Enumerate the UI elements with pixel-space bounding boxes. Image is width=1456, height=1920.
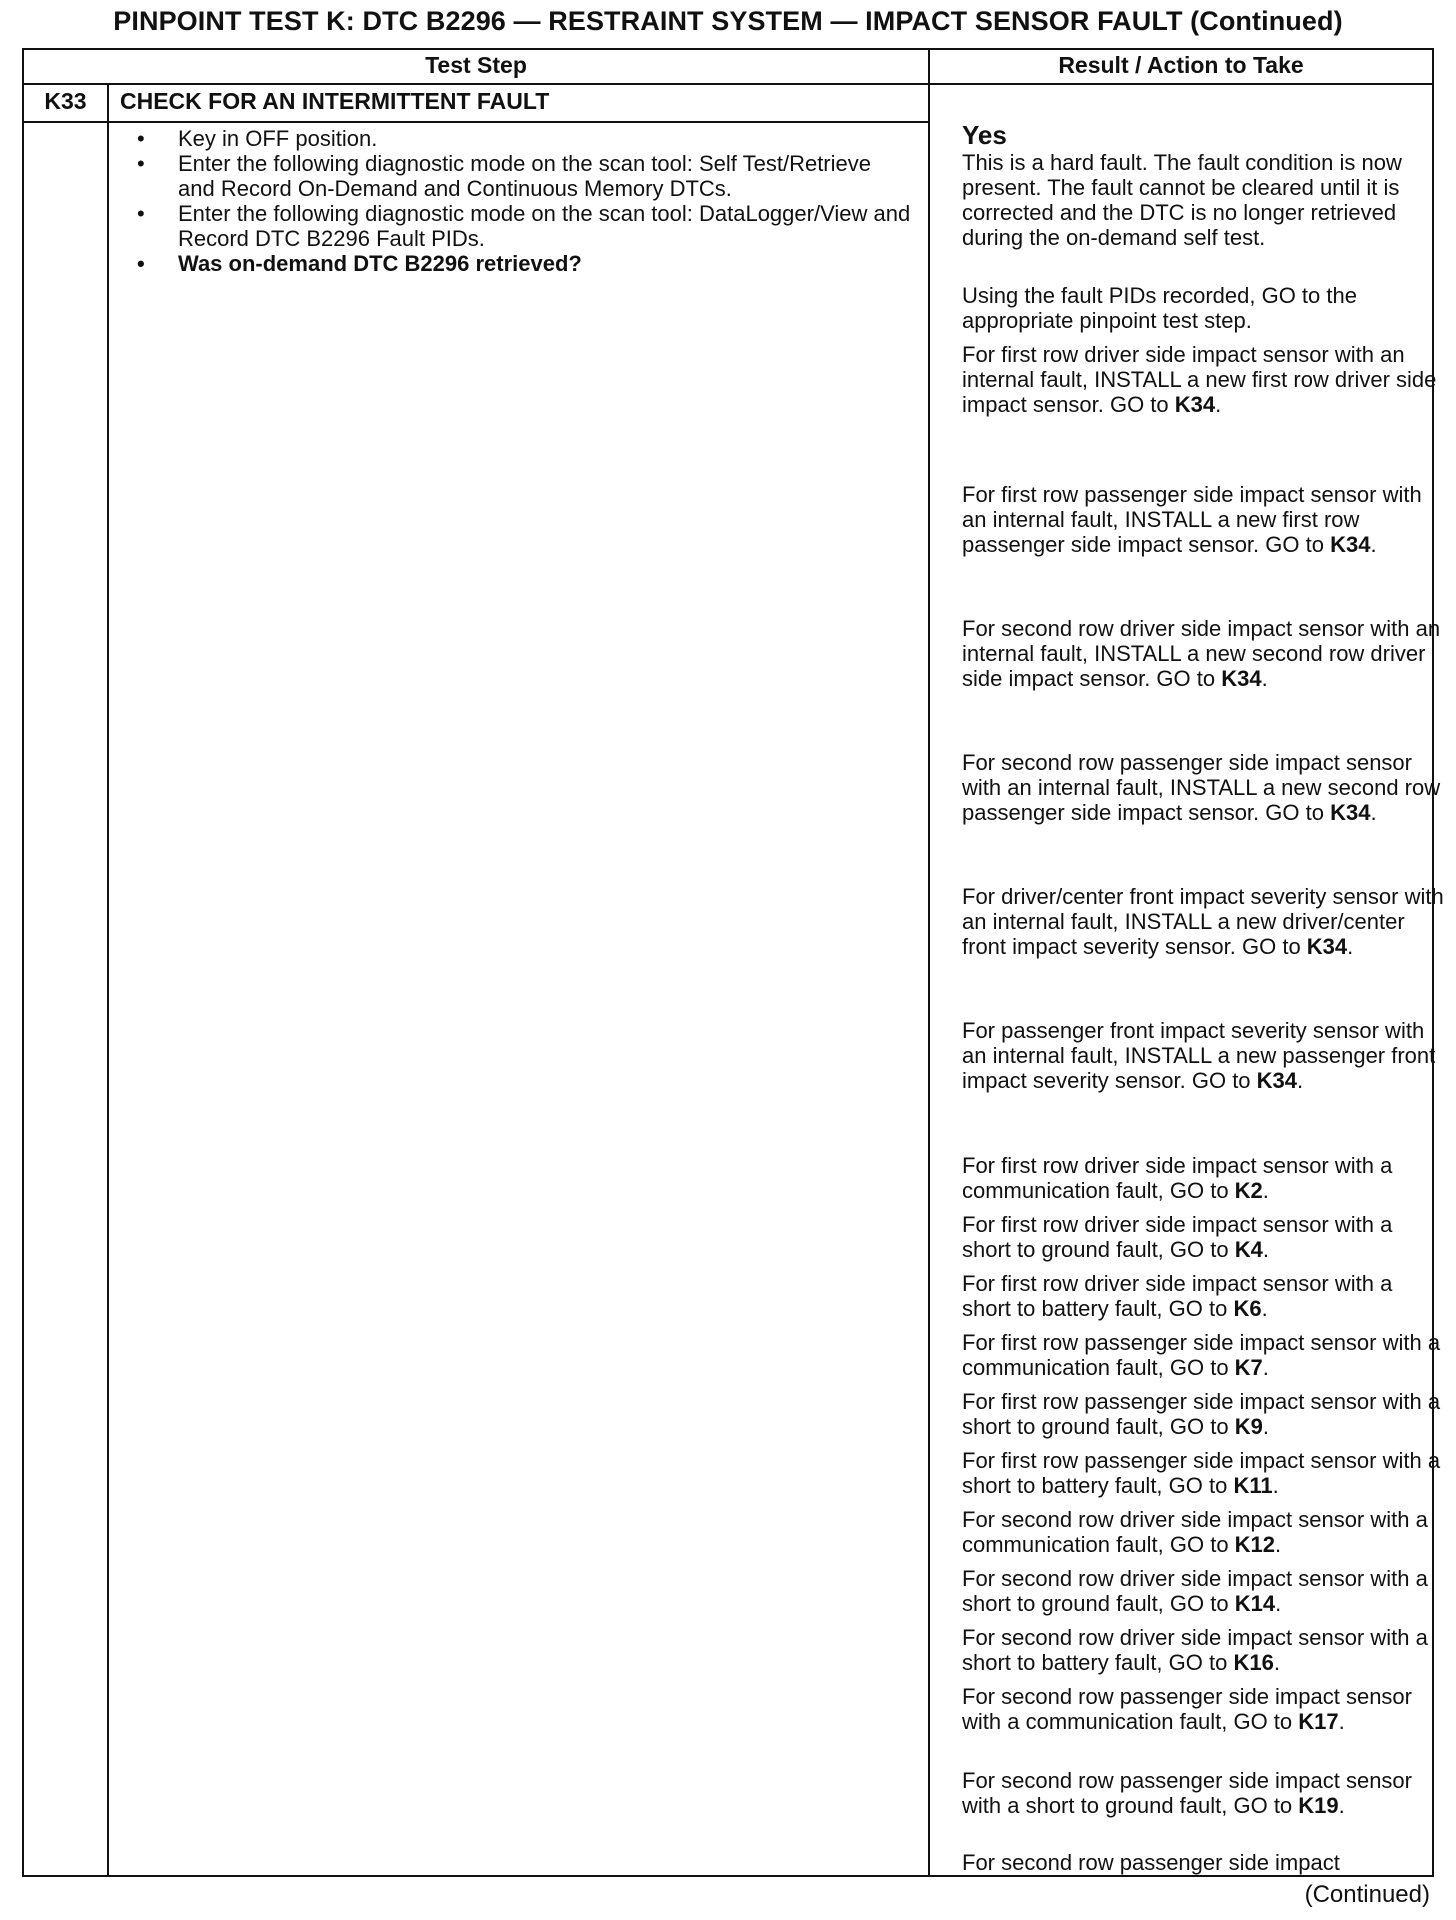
step-bullet: • Enter the following diagnostic mode on the scan tool: Self Test/Retrieve and Record On-Demand and Continuous Memory DTCs. <box>112 151 912 201</box>
step-instructions <box>112 126 912 276</box>
page-title: PINPOINT TEST K: DTC B2296 — RESTRAINT SYSTEM — IMPACT SENSOR FAULT (Continued) <box>113 6 1343 36</box>
column-divider <box>928 50 930 1875</box>
result-paragraph: For second row driver side impact sensor with an internal fault, INSTALL a new second row driver side impact sensor. GO to K34. <box>962 616 1441 691</box>
result-paragraph: For second row driver side impact sensor with a short to ground fault, GO to K14. <box>962 1566 1428 1616</box>
header-result: Result / Action to Take <box>1058 52 1304 78</box>
result-paragraph: For second row passenger side impact <box>962 1850 1340 1875</box>
step-id: K33 <box>44 88 87 114</box>
yes-label: Yes <box>962 120 1007 150</box>
result-paragraph: For second row passenger side impact sensor with a short to ground fault, GO to K19. <box>962 1768 1412 1818</box>
result-paragraph: For second row driver side impact sensor with a short to battery fault, GO to K16. <box>962 1625 1428 1675</box>
header-test-step: Test Step <box>425 52 527 78</box>
result-paragraph: For first row passenger side impact sensor with a short to ground fault, GO to K9. <box>962 1389 1441 1439</box>
result-paragraph: For first row passenger side impact sensor with an internal fault, INSTALL a new first row passenger side impact sensor. GO to K34. <box>962 482 1422 557</box>
continued-note: (Continued) <box>1304 1881 1430 1908</box>
step-title-rule <box>24 121 928 123</box>
result-paragraph: This is a hard fault. The fault condition is now present. The fault cannot be cleared until it is corrected and the DTC is no longer retrieved during the on-demand self test. <box>962 150 1402 250</box>
result-paragraph: For first row driver side impact sensor with a short to battery fault, GO to K6. <box>962 1271 1393 1321</box>
step-bullet: • Key in OFF position. <box>112 126 912 151</box>
result-paragraph: For second row driver side impact sensor with a communication fault, GO to K12. <box>962 1507 1428 1557</box>
result-paragraph: For first row driver side impact sensor with an internal fault, INSTALL a new first row driver side impact sensor. GO to K34. <box>962 342 1437 417</box>
result-paragraph: For first row passenger side impact sensor with a short to battery fault, GO to K11. <box>962 1448 1441 1498</box>
result-paragraph: For first row passenger side impact sensor with a communication fault, GO to K7. <box>962 1330 1441 1380</box>
step-question: • Was on-demand DTC B2296 retrieved? <box>112 251 912 276</box>
result-paragraph: For second row passenger side impact sensor with a communication fault, GO to K17. <box>962 1684 1412 1734</box>
step-bullet: • Enter the following diagnostic mode on the scan tool: DataLogger/View and Record DTC B2296 Fault PIDs. <box>112 201 912 251</box>
step-title: CHECK FOR AN INTERMITTENT FAULT <box>120 88 550 114</box>
pinpoint-test-table <box>22 48 1444 1877</box>
result-paragraph: For second row passenger side impact sensor with an internal fault, INSTALL a new second row passenger side impact sensor. GO to K34. <box>962 750 1441 825</box>
result-paragraph: Using the fault PIDs recorded, GO to the appropriate pinpoint test step. <box>962 283 1357 333</box>
step-id-divider <box>107 85 109 1875</box>
result-paragraph: For passenger front impact severity sensor with an internal fault, INSTALL a new passenger front impact severity sensor. GO to K34. <box>962 1018 1436 1093</box>
result-paragraph: For first row driver side impact sensor with a communication fault, GO to K2. <box>962 1153 1393 1203</box>
result-paragraph: For first row driver side impact sensor with a short to ground fault, GO to K4. <box>962 1212 1393 1262</box>
result-paragraph: For driver/center front impact severity sensor with an internal fault, INSTALL a new driver/center front impact severity sensor. GO to K34. <box>962 884 1444 959</box>
header-rule <box>24 83 1432 85</box>
